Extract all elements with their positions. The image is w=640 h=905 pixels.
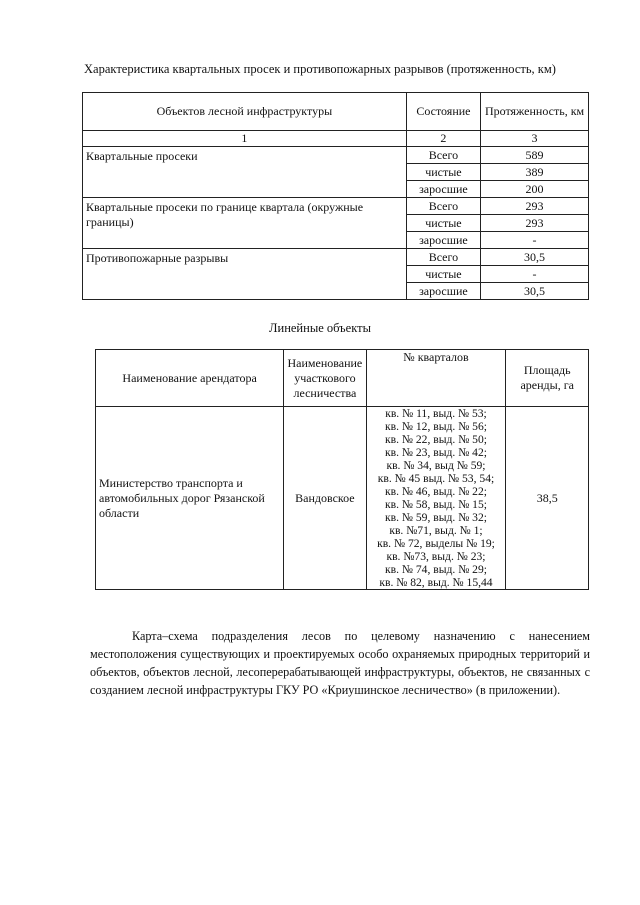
quarter-line: кв. № 72, выделы № 19; xyxy=(377,537,495,550)
state-cell: Всего xyxy=(406,249,480,266)
column-number: 3 xyxy=(481,131,589,147)
object-name: Квартальные просеки по границе квартала (окружные границы) xyxy=(83,198,407,249)
length-cell: 589 xyxy=(481,147,589,164)
quarter-line: кв. № 11, выд. № 53; xyxy=(385,407,487,420)
object-name: Противопожарные разрывы xyxy=(83,249,407,300)
state-cell: заросшие xyxy=(406,283,480,300)
quarter-line: кв. № 82, выд. № 15,44 xyxy=(379,576,493,589)
header-quarters: № кварталов xyxy=(366,350,506,407)
header-length: Протяженность, км xyxy=(481,93,589,131)
header-state: Состояние xyxy=(406,93,480,131)
table-header-row xyxy=(83,93,589,131)
length-cell: 389 xyxy=(481,164,589,181)
section-title: Линейные объекты xyxy=(269,321,371,335)
quarter-line: кв. № 34, выд № 59; xyxy=(386,459,486,472)
state-cell: заросшие xyxy=(406,181,480,198)
quarter-line: кв. № 59, выд. № 32; xyxy=(384,511,487,524)
state-cell: заросшие xyxy=(406,232,480,249)
quarter-line: кв. № 22, выд. № 50; xyxy=(384,433,487,446)
table-row xyxy=(83,249,589,266)
length-cell: 200 xyxy=(481,181,589,198)
header-object: Объектов лесной инфраструктуры xyxy=(83,93,407,131)
state-cell: Всего xyxy=(406,198,480,215)
quarter-line: кв. № 74, выд. № 29; xyxy=(384,563,487,576)
header-tenant: Наименование арендатора xyxy=(96,350,284,407)
table-row xyxy=(83,147,589,164)
quarter-line: кв. № 23, выд. № 42; xyxy=(384,446,487,459)
column-number: 1 xyxy=(83,131,407,147)
body-paragraph: Карта–схема подразделения лесов по целевому назначению с нанесением местоположения существующих и проектируемых особо охраняемых природных территорий и объектов, объектов лесной, лесоперерабатывающей инфраструктуры, объектов, не связанных с созданием лесной инфраструктуры ГКУ РО «Криушинское лесничество» (в приложении). xyxy=(90,629,590,697)
table-row xyxy=(96,407,589,590)
state-cell: чистые xyxy=(406,266,480,283)
quarter-line: кв. № 46, выд. № 22; xyxy=(384,485,487,498)
page-title: Характеристика квартальных просек и противопожарных разрывов (протяженность, км) xyxy=(84,62,556,76)
area-cell: 38,5 xyxy=(506,407,589,590)
column-number: 2 xyxy=(406,131,480,147)
table-header-row xyxy=(96,350,589,407)
quarters-cell xyxy=(366,407,506,590)
forestry-cell: Вандовское xyxy=(284,407,366,590)
length-cell: - xyxy=(481,266,589,283)
forest-infrastructure-table xyxy=(82,92,589,300)
quarter-line: кв. №73, выд. № 23; xyxy=(386,550,486,563)
length-cell: 293 xyxy=(481,215,589,232)
object-name: Квартальные просеки xyxy=(83,147,407,198)
state-cell: чистые xyxy=(406,215,480,232)
header-forestry: Наименование участкового лесничества xyxy=(284,350,366,407)
length-cell: 30,5 xyxy=(481,249,589,266)
table-row xyxy=(83,198,589,215)
length-cell: - xyxy=(481,232,589,249)
quarter-line: кв. № 12, выд. № 56; xyxy=(384,420,487,433)
header-area: Площадь аренды, га xyxy=(506,350,589,407)
quarter-line: кв. № 45 выд. № 53, 54; xyxy=(377,472,495,485)
length-cell: 30,5 xyxy=(481,283,589,300)
column-number-row xyxy=(83,131,589,147)
length-cell: 293 xyxy=(481,198,589,215)
quarter-line: кв. № 58, выд. № 15; xyxy=(384,498,487,511)
state-cell: Всего xyxy=(406,147,480,164)
linear-objects-table xyxy=(95,349,589,590)
quarter-line: кв. №71, выд. № 1; xyxy=(389,524,483,537)
tenant-cell: Министерство транспорта и автомобильных дорог Рязанской области xyxy=(96,407,284,590)
state-cell: чистые xyxy=(406,164,480,181)
